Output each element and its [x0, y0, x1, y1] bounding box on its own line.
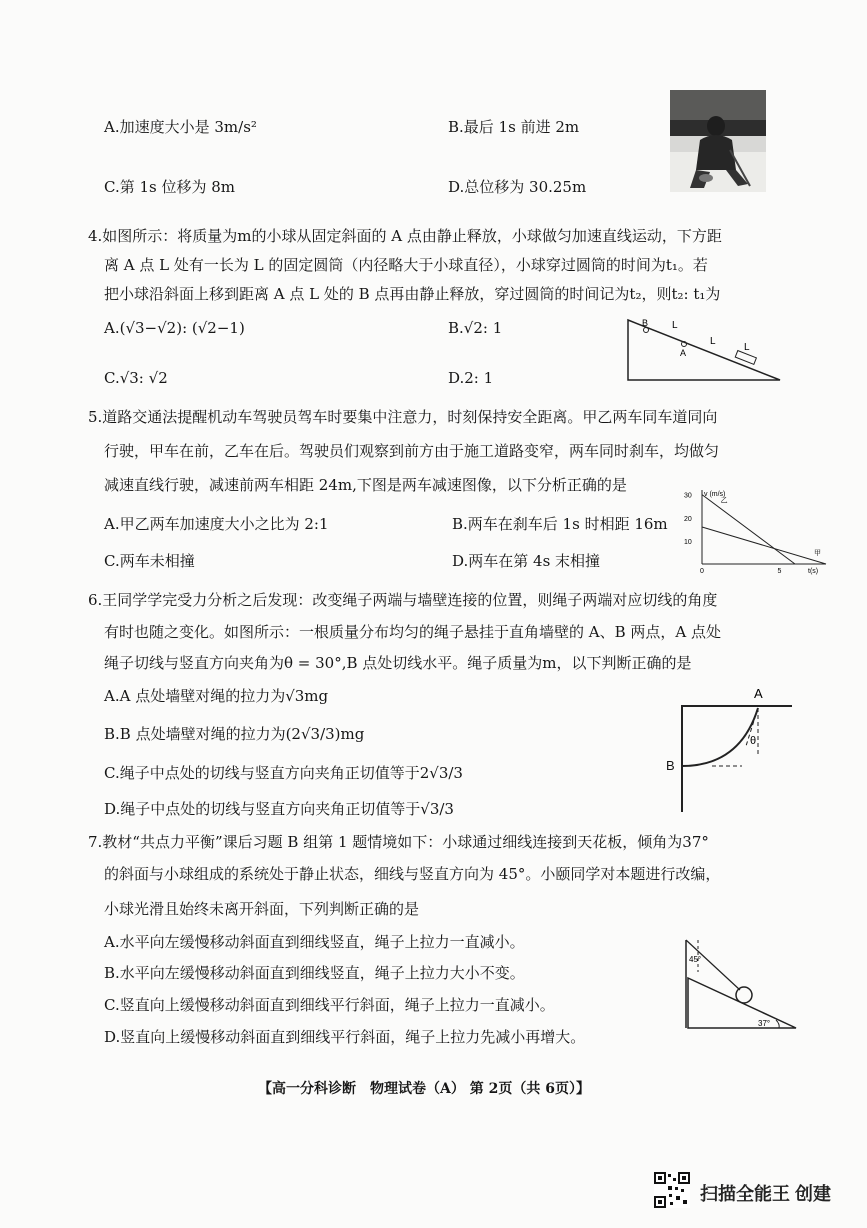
y-tick-label: 30 [684, 492, 692, 500]
q5-option-b: B.两车在刹车后 1s 时相距 16m [452, 515, 668, 533]
q4-option-a: A.(√3−√2): (√2−1) [104, 319, 245, 337]
q6-option-a: A.A 点处墙壁对绳的拉力为√3mg [104, 687, 329, 705]
curling-photo [670, 90, 766, 192]
y-axis-label: v (m/s) [704, 491, 726, 498]
q3-option-a: A.加速度大小是 3m/s² [104, 118, 257, 136]
q6-option-b: B.B 点处墙壁对绳的拉力为(2√3/3)mg [104, 725, 365, 743]
q5-stem-line2: 行驶，甲车在前，乙车在后。驾驶员们观察到前方由于施工道路变窄，两车同时刹车，均做匀 [104, 442, 720, 460]
q5-stem-line3: 减速直线行驶，减速前两车相距 24m,下图是两车减速图像，以下分析正确的是 [104, 476, 627, 494]
x-axis-label: t(s) [808, 568, 819, 575]
velocity-time-chart [680, 484, 830, 576]
x-tick-label: 0 [700, 568, 704, 575]
q3-option-d: D.总位移为 30.25m [448, 178, 587, 196]
q3-option-c: C.第 1s 位移为 8m [104, 178, 236, 196]
q4-stem-line3: 把小球沿斜面上移到距离 A 点 L 处的 B 点再由静止释放，穿过圆筒的时间记为t₂，则t₂: t₁为 [104, 285, 721, 303]
length-label-3: L [744, 342, 750, 353]
angle-45-label: 45° [689, 955, 702, 964]
q6-stem-line2: 有时也随之变化。如图所示：一根质量分布均匀的绳子悬挂于直角墙壁的 A、B 两点，A 点处 [104, 623, 721, 641]
q4-option-b: B.√2: 1 [448, 319, 503, 337]
q7-stem-line3: 小球光滑且始终未离开斜面，下列判断正确的是 [104, 900, 420, 918]
series-line-1 [702, 495, 795, 564]
q7-option-a: A.水平向左缓慢移动斜面直到细线竖直，绳子上拉力一直减小。 [104, 933, 525, 951]
rope-point-b-label: B [666, 758, 675, 773]
angle-37-label: 37° [758, 1019, 771, 1028]
incline-figure [624, 316, 784, 386]
q5-option-c: C.两车未相撞 [104, 552, 195, 570]
q7-stem-line2: 的斜面与小球组成的系统处于静止状态，细线与竖直方向为 45°。小颐同学对本题进行改编， [104, 865, 721, 883]
q4-option-d: D.2: 1 [448, 369, 494, 387]
x-tick-label: 5 [777, 568, 782, 575]
q4-stem-line1: 4.如图所示：将质量为m的小球从固定斜面的 A 点由静止释放，小球做匀加速直线运动，下方距 [88, 227, 722, 245]
q5-option-a: A.甲乙两车加速度大小之比为 2:1 [104, 515, 329, 533]
q6-option-c: C.绳子中点处的切线与竖直方向夹角正切值等于2√3/3 [104, 764, 463, 782]
q7-option-d: D.竖直向上缓慢移动斜面直到细线平行斜面，绳子上拉力先减小再增大。 [104, 1028, 586, 1046]
point-a-label: A [680, 348, 687, 358]
q7-stem-line1: 7.教材“共点力平衡”课后习题 B 组第 1 题情境如下：小球通过细线连接到天花板，倾角为37° [88, 833, 709, 851]
q5-stem-line1: 5.道路交通法提醒机动车驾驶员驾车时要集中注意力，时刻保持安全距离。甲乙两车同车道同向 [88, 408, 718, 426]
series-label: 乙 [720, 497, 728, 505]
q6-option-d: D.绳子中点处的切线与竖直方向夹角正切值等于√3/3 [104, 800, 454, 818]
series-label: 甲 [814, 550, 821, 558]
q6-stem-line3: 绳子切线与竖直方向夹角为θ = 30°,B 点处切线水平。绳子质量为m，以下判断正确的是 [104, 654, 692, 672]
theta-label: θ [750, 735, 757, 747]
q6-stem-line1: 6.王同学学完受力分析之后发现：改变绳子两端与墙壁连接的位置，则绳子两端对应切线的角度 [88, 591, 718, 609]
q4-option-c: C.√3: √2 [104, 369, 168, 387]
ball-on-incline-figure [684, 936, 802, 1032]
scanner-watermark: 扫描全能王 创建 [700, 1184, 832, 1204]
q4-stem-line2: 离 A 点 L 处有一长为 L 的固定圆筒（内径略大于小球直径），小球穿过圆筒的时间为t₁。若 [104, 256, 708, 274]
q7-option-c: C.竖直向上缓慢移动斜面直到细线平行斜面，绳子上拉力一直减小。 [104, 996, 555, 1014]
y-tick-label: 20 [684, 515, 692, 523]
page-footer: 【高一分科诊断 物理试卷（A） 第 2页（共 6页）】 [258, 1081, 590, 1097]
qr-code-icon [654, 1172, 690, 1208]
q3-option-b: B.最后 1s 前进 2m [448, 118, 580, 136]
q5-option-d: D.两车在第 4s 末相撞 [452, 552, 601, 570]
rope-wall-figure [670, 684, 800, 814]
length-label-1: L [672, 320, 678, 331]
length-label-2: L [710, 336, 716, 347]
series-line-2 [702, 527, 826, 564]
q7-option-b: B.水平向左缓慢移动斜面直到细线竖直，绳子上拉力大小不变。 [104, 964, 525, 982]
point-a-label: A [754, 686, 763, 701]
y-tick-label: 10 [684, 538, 692, 546]
point-b-label: B [642, 318, 649, 328]
